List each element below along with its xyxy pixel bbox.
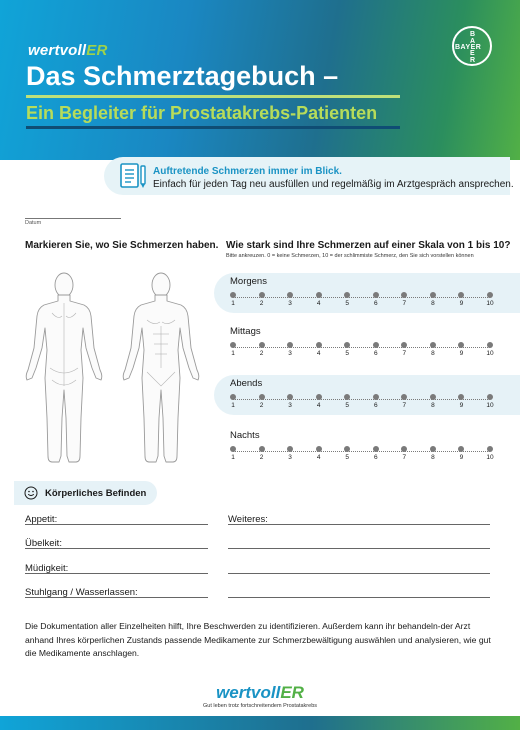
pain-scale-option[interactable] <box>423 292 443 307</box>
pain-scale-dot[interactable] <box>259 342 265 348</box>
body-back-figure[interactable] <box>14 268 114 468</box>
pain-scale-number: 3 <box>288 350 292 357</box>
pain-scale-dot[interactable] <box>230 394 236 400</box>
pain-scale-number: 5 <box>345 350 350 357</box>
banner-text: Einfach für jeden Tag neu ausfüllen und regelmäßig im Arztgespräch ansprechen. <box>153 179 514 190</box>
pain-scale-option[interactable] <box>394 342 414 357</box>
pain-scale-number: 10 <box>486 350 494 357</box>
pain-scale-number: 1 <box>231 402 235 409</box>
brand-part1: wertvoll <box>28 42 87 59</box>
page-title: Das Schmerztagebuch – <box>26 61 339 91</box>
pain-scale-dot[interactable] <box>487 292 493 298</box>
pain-scale-number: 4 <box>316 454 321 461</box>
pain-scale-dot[interactable] <box>401 342 407 348</box>
pain-scale-option[interactable] <box>394 394 414 409</box>
pain-scale-dot[interactable] <box>401 394 407 400</box>
stuhlgang-label: Stuhlgang / Wasserlassen: <box>25 587 138 598</box>
info-paragraph: Die Dokumentation aller Einzelheiten hilft, Ihre Beschwerden zu identifizieren. Außerdem kann ihr behandeln-der Arzt anhand Ihres körperlichen Zustands passende Medikamente zur Schmerzbewältigung auswählen und analysieren, wie gut die Medikamente anschlagen. <box>25 621 491 658</box>
pain-scale-number: 3 <box>288 454 292 461</box>
pain-scale-option[interactable] <box>394 292 414 307</box>
pain-scale-number: 10 <box>486 402 494 409</box>
pain-scale-option[interactable] <box>423 394 443 409</box>
pain-scale-dot[interactable] <box>316 394 322 400</box>
pain-scale-dot[interactable] <box>259 292 265 298</box>
pain-scale-dot[interactable] <box>287 394 293 400</box>
pain-scale-option[interactable] <box>366 446 386 461</box>
weiteres-label: Weiteres: <box>228 514 268 525</box>
pain-scale-number: 9 <box>459 300 464 307</box>
pain-scale-option[interactable] <box>280 342 300 357</box>
page-subtitle: Ein Begleiter für Prostatakrebs-Patienten <box>26 103 378 123</box>
pain-scale-number: 9 <box>459 454 464 461</box>
pain-scale-number: 6 <box>373 300 378 307</box>
pain-scale-option[interactable] <box>366 394 386 409</box>
muedigkeit-label: Müdigkeit: <box>25 563 69 574</box>
muedigkeit-field[interactable] <box>25 573 208 574</box>
footer-tagline: Gut leben trotz fortschreitendem Prostatakrebs <box>202 703 318 709</box>
pain-scale-number: 3 <box>288 402 292 409</box>
pain-scale-number: 3 <box>288 300 292 307</box>
pain-scale-number: 1 <box>231 300 235 307</box>
pain-scale-dot[interactable] <box>344 292 350 298</box>
footer-brand-part2: ER <box>280 683 304 702</box>
pain-scale-option[interactable] <box>309 292 329 307</box>
date-label: Datum <box>25 220 42 226</box>
pain-scale-number: 2 <box>259 402 264 409</box>
pain-scale-number: 1 <box>231 350 235 357</box>
pain-scale-dot[interactable] <box>230 342 236 348</box>
pain-scale-option[interactable] <box>252 446 272 461</box>
footer-bar <box>0 716 520 730</box>
pain-scale-option[interactable] <box>337 446 357 461</box>
uebelkeit-field[interactable] <box>25 548 208 549</box>
pain-scale-number: 7 <box>402 300 407 307</box>
pain-scale-dot[interactable] <box>430 342 436 348</box>
pain-scale-dot[interactable] <box>287 446 293 452</box>
pain-scale-dot[interactable] <box>373 394 379 400</box>
pain-scale-dot[interactable] <box>430 292 436 298</box>
pain-scale-dot[interactable] <box>458 342 464 348</box>
pain-scale-dot[interactable] <box>316 292 322 298</box>
pain-scale-number: 10 <box>486 454 494 461</box>
weiteres-line-3[interactable] <box>228 573 490 574</box>
pain-scale-option[interactable] <box>451 292 471 307</box>
pain-scale-number: 2 <box>259 350 264 357</box>
pain-scale-number: 7 <box>402 350 407 357</box>
pain-scale-dot[interactable] <box>430 446 436 452</box>
pain-scale-option[interactable] <box>394 446 414 461</box>
pain-scale-number: 4 <box>316 402 321 409</box>
pain-scale-row <box>214 375 520 415</box>
pain-scale-number: 7 <box>402 454 407 461</box>
pain-scale-row-label: Nachts <box>230 430 260 441</box>
pain-scale-dot[interactable] <box>287 292 293 298</box>
pain-scale-option[interactable] <box>309 342 329 357</box>
pain-scale-number: 6 <box>373 402 378 409</box>
pain-scale-number: 9 <box>459 350 464 357</box>
bayer-vertical-a: A <box>470 38 476 45</box>
pain-scale-option[interactable] <box>223 394 243 409</box>
pain-scale-option[interactable] <box>280 292 300 307</box>
pain-scale-option[interactable] <box>423 446 443 461</box>
pain-scale-row-label: Abends <box>230 378 263 389</box>
pain-scale-dot[interactable] <box>287 342 293 348</box>
pain-scale-dot[interactable] <box>487 342 493 348</box>
pain-scale-option[interactable] <box>480 342 500 357</box>
pain-scale-row <box>214 323 520 363</box>
pain-scale-dot[interactable] <box>458 446 464 452</box>
pain-scale-dot[interactable] <box>458 292 464 298</box>
pain-scale-number: 7 <box>402 402 407 409</box>
bayer-top-letter: B <box>470 31 476 38</box>
pain-scale-number: 1 <box>231 454 235 461</box>
pain-scale-option[interactable] <box>366 292 386 307</box>
bayer-vertical-e: E <box>470 50 475 57</box>
pain-scale-option[interactable] <box>366 342 386 357</box>
pain-scale-option[interactable] <box>280 446 300 461</box>
pain-scale-dot[interactable] <box>344 342 350 348</box>
pain-scale-option[interactable] <box>480 394 500 409</box>
pain-scale-dot[interactable] <box>373 446 379 452</box>
weiteres-field[interactable] <box>228 524 490 525</box>
pain-scale-option[interactable] <box>223 446 243 461</box>
pain-scale-number: 6 <box>373 454 378 461</box>
pain-scale-dot[interactable] <box>373 342 379 348</box>
weiteres-line-4[interactable] <box>228 597 490 598</box>
brand-part2: ER <box>86 42 108 59</box>
pain-scale-dot[interactable] <box>344 446 350 452</box>
pain-scale-option[interactable] <box>451 446 471 461</box>
pain-scale-option[interactable] <box>451 342 471 357</box>
pain-scale-dot[interactable] <box>373 292 379 298</box>
pain-scale-dot[interactable] <box>230 292 236 298</box>
diary-pen-icon <box>118 160 150 192</box>
body-map-heading: Markieren Sie, wo Sie Schmerzen haben. <box>25 240 219 251</box>
bayer-row: BAYER <box>455 44 482 51</box>
subtitle-underline <box>26 126 400 129</box>
pain-scale-number: 2 <box>259 454 264 461</box>
wellbeing-title: Körperliches Befinden <box>45 488 147 499</box>
body-front-figure[interactable] <box>111 268 211 468</box>
pain-scale-row <box>214 273 520 313</box>
pain-scale-dot[interactable] <box>430 394 436 400</box>
pain-scale-dot[interactable] <box>259 446 265 452</box>
header-banner <box>0 0 520 160</box>
uebelkeit-label: Übelkeit: <box>25 538 62 549</box>
appetit-label: Appetit: <box>25 514 58 525</box>
pain-scale-number: 2 <box>259 300 264 307</box>
pain-scale-option[interactable] <box>337 342 357 357</box>
smiley-icon <box>24 486 38 500</box>
pain-scale-number: 5 <box>345 402 350 409</box>
pain-scale-dot[interactable] <box>401 292 407 298</box>
pain-scale-dot[interactable] <box>344 394 350 400</box>
pain-scale-number: 8 <box>431 350 435 357</box>
pain-scale-option[interactable] <box>280 394 300 409</box>
pain-scale-row <box>214 427 520 467</box>
pain-scale-number: 8 <box>431 300 435 307</box>
footer-brand-part1: wertvoll <box>216 683 281 702</box>
stuhlgang-field[interactable] <box>25 597 208 598</box>
pain-scale-row-label: Mittags <box>230 326 261 337</box>
pain-scale-option[interactable] <box>337 292 357 307</box>
pain-scale-dot[interactable] <box>230 446 236 452</box>
pain-scale-dot[interactable] <box>401 446 407 452</box>
pain-scale-number: 8 <box>431 402 435 409</box>
pain-scale-option[interactable] <box>252 292 272 307</box>
pain-scale-number: 4 <box>316 300 321 307</box>
pain-scale-number: 5 <box>345 454 350 461</box>
date-field[interactable] <box>25 218 121 219</box>
pain-scale-option[interactable] <box>309 394 329 409</box>
pain-scale-dot[interactable] <box>458 394 464 400</box>
pain-scale-number: 5 <box>345 300 350 307</box>
pain-scale-option[interactable] <box>223 292 243 307</box>
pain-scale-option[interactable] <box>309 446 329 461</box>
bayer-logo <box>452 26 492 66</box>
pain-scale-row-label: Morgens <box>230 276 267 287</box>
pain-scale-dot[interactable] <box>487 446 493 452</box>
bayer-bottom-letter: R <box>470 57 476 64</box>
weiteres-line-2[interactable] <box>228 548 490 549</box>
pain-scale-option[interactable] <box>252 342 272 357</box>
pain-scale-dot[interactable] <box>487 394 493 400</box>
pain-scale-instructions: Bitte ankreuzen. 0 = keine Schmerzen, 10 = der schlimmiste Schmerz, den Sie sich vorstellen können <box>226 253 474 259</box>
pain-scale-option[interactable] <box>252 394 272 409</box>
pain-scale-dot[interactable] <box>259 394 265 400</box>
pain-scale-option[interactable] <box>451 394 471 409</box>
pain-scale-number: 9 <box>459 402 464 409</box>
pain-scale-dot[interactable] <box>316 342 322 348</box>
pain-scale-option[interactable] <box>480 292 500 307</box>
pain-scale-option[interactable] <box>423 342 443 357</box>
pain-scale-number: 10 <box>486 300 494 307</box>
pain-scale-dot[interactable] <box>316 446 322 452</box>
brand-logo <box>28 42 108 59</box>
title-underline <box>26 95 400 98</box>
pain-scale-number: 4 <box>316 350 321 357</box>
appetit-field[interactable] <box>25 524 208 525</box>
pain-scale-heading: Wie stark sind Ihre Schmerzen auf einer Skala von 1 bis 10? <box>226 240 511 251</box>
banner-title: Auftretende Schmerzen immer im Blick. <box>153 166 342 177</box>
pain-scale-option[interactable] <box>223 342 243 357</box>
pain-scale-option[interactable] <box>337 394 357 409</box>
pain-scale-number: 6 <box>373 350 378 357</box>
pain-scale-number: 8 <box>431 454 435 461</box>
footer-brand-logo <box>0 683 520 703</box>
pain-scale-option[interactable] <box>480 446 500 461</box>
